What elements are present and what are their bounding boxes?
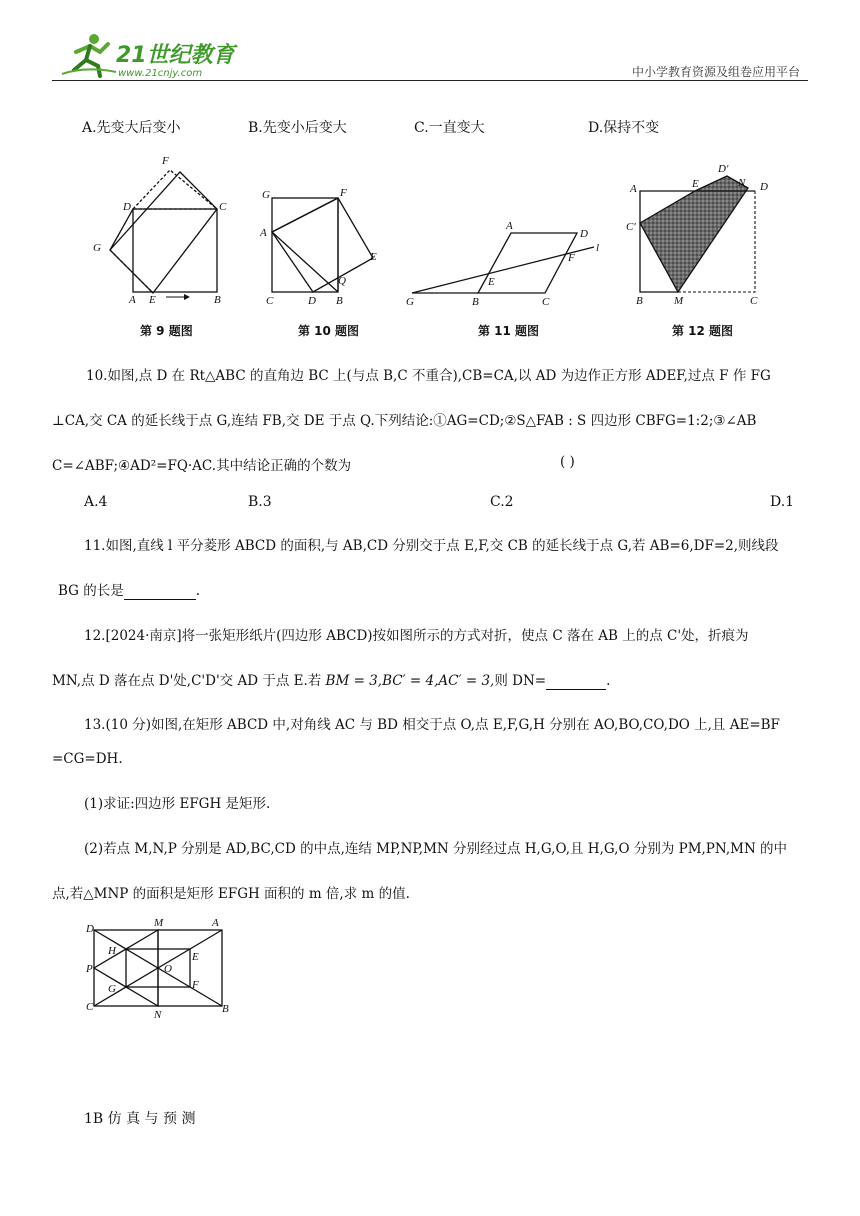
figure-10 <box>256 180 388 312</box>
svg-text:D: D <box>308 295 316 307</box>
figure-10-caption: 第 10 题图 <box>298 324 360 338</box>
svg-text:D: D <box>86 923 94 935</box>
svg-text:M: M <box>154 917 164 929</box>
section-heading: 1B 仿 真 与 预 测 <box>84 1111 196 1127</box>
svg-text:C: C <box>219 201 227 213</box>
svg-text:F: F <box>162 155 169 167</box>
svg-text:A: A <box>630 183 637 195</box>
figure-9 <box>86 152 236 312</box>
figure-13 <box>82 914 238 1024</box>
q10-line-2: ⊥CA,交 CA 的延长线于点 G,连结 FB,交 DE 于点 Q.下列结论:①AG=CD;②S△FAB : S 四边形 CBFG=1:2;③∠AB <box>52 413 757 429</box>
svg-text:C: C <box>542 296 550 308</box>
q10-line-1: 10.如图,点 D 在 Rt△ABC 的直角边 BC 上(与点 B,C 不重合),CB=CA,以 AD 为边作正方形 ADEF,过点 F 作 FG <box>86 368 771 384</box>
svg-text:D′: D′ <box>718 163 729 175</box>
logo-url: www.21cnjy.com <box>118 68 203 79</box>
svg-text:A: A <box>129 294 136 306</box>
svg-text:A: A <box>506 220 513 232</box>
svg-text:G: G <box>93 242 101 254</box>
figure-9-caption: 第 9 题图 <box>140 324 193 338</box>
svg-text:G: G <box>406 296 414 308</box>
q9-option-c: C.一直变大 <box>414 120 485 136</box>
svg-text:l: l <box>596 242 600 254</box>
svg-text:D: D <box>123 201 131 213</box>
svg-text:B: B <box>222 1003 229 1015</box>
svg-text:P: P <box>86 963 93 975</box>
svg-text:D: D <box>760 181 768 193</box>
q9-option-a: A.先变大后变小 <box>82 120 181 136</box>
svg-text:E: E <box>692 178 699 190</box>
header-divider <box>52 80 808 81</box>
q12-text-pre: MN,点 D 落在点 D'处,C'D'交 AD 于点 E.若 <box>52 673 326 689</box>
svg-text:N: N <box>154 1009 162 1021</box>
q12-line-1: 12.[2024·南京]将一张矩形纸片(四边形 ABCD)按如图所示的方式对折，使点 C 落在 AB 上的点 C'处，折痕为 <box>84 628 749 644</box>
q10-option-d: D.1 <box>770 494 795 510</box>
figure-12 <box>620 158 780 310</box>
q10-line-3: C=∠ABF;④AD²=FQ·AC.其中结论正确的个数为 <box>52 458 352 474</box>
svg-text:E: E <box>488 276 495 288</box>
q13-part-1: (1)求证:四边形 EFGH 是矩形. <box>84 796 271 812</box>
svg-text:B: B <box>472 296 479 308</box>
svg-text:E: E <box>192 951 199 963</box>
figure-12-caption: 第 12 题图 <box>672 324 734 338</box>
svg-text:F: F <box>340 187 347 199</box>
q9-option-d: D.保持不变 <box>588 120 660 136</box>
svg-text:Q: Q <box>338 275 346 287</box>
site-logo <box>56 30 246 82</box>
q12-answer-blank <box>546 673 606 690</box>
q9-option-b: B.先变小后变大 <box>248 120 347 136</box>
runner-logo-icon <box>62 34 116 76</box>
svg-text:B: B <box>214 294 221 306</box>
figure-11-caption: 第 11 题图 <box>478 324 540 338</box>
logo-text: 21世纪教育 <box>116 43 235 68</box>
q11-line-1: 11.如图,直线 l 平分菱形 ABCD 的面积,与 AB,CD 分别交于点 E,F,交 CB 的延长线于点 G,若 AB=6,DF=2,则线段 <box>84 538 779 554</box>
svg-text:B: B <box>636 295 643 307</box>
q10-option-b: B.3 <box>248 494 272 510</box>
q13-part-2a: (2)若点 M,N,P 分别是 AD,BC,CD 的中点,连结 MP,NP,MN 分别经过点 H,G,O,且 H,G,O 分别为 PM,PN,MN 的中 <box>84 841 788 857</box>
q12-math: BM = 3,BC′ = 4,AC′ = 3, <box>325 673 495 689</box>
svg-text:A: A <box>260 227 267 239</box>
svg-text:F: F <box>192 979 199 991</box>
q12-line-2 <box>52 669 610 690</box>
svg-text:A: A <box>212 917 219 929</box>
q13-line-2: =CG=DH. <box>52 751 123 767</box>
q11-text-pre: BG 的长是 <box>58 583 124 599</box>
q10-option-a: A.4 <box>84 494 108 510</box>
svg-text:M: M <box>674 295 684 307</box>
svg-text:O: O <box>164 963 172 975</box>
svg-text:C: C <box>86 1001 94 1013</box>
q12-text-post: . <box>606 673 611 689</box>
svg-text:N: N <box>738 177 746 189</box>
svg-text:F: F <box>568 252 575 264</box>
q12-text-mid: 则 DN= <box>494 673 547 689</box>
svg-text:C: C <box>750 295 758 307</box>
figure-11 <box>400 215 608 315</box>
q10-answer-paren: ( ) <box>560 454 575 470</box>
svg-text:E: E <box>370 251 377 263</box>
svg-text:C′: C′ <box>626 221 636 233</box>
header-platform-text: 中小学教育资源及组卷应用平台 <box>631 65 800 79</box>
q10-option-c: C.2 <box>490 494 514 510</box>
q11-answer-blank <box>124 583 196 600</box>
svg-text:E: E <box>149 294 156 306</box>
q13-part-2b: 点,若△MNP 的面积是矩形 EFGH 面积的 m 倍,求 m 的值. <box>52 886 410 902</box>
svg-text:B: B <box>336 295 343 307</box>
svg-text:G: G <box>262 189 270 201</box>
svg-text:C: C <box>266 295 274 307</box>
svg-text:H: H <box>108 945 116 957</box>
svg-text:D: D <box>580 228 588 240</box>
q11-line-2 <box>58 579 200 600</box>
q13-line-1: 13.(10 分)如图,在矩形 ABCD 中,对角线 AC 与 BD 相交于点 O,点 E,F,G,H 分别在 AO,BO,CO,DO 上,且 AE=BF <box>84 717 780 733</box>
svg-text:G: G <box>108 983 116 995</box>
q11-text-post: . <box>195 583 201 599</box>
